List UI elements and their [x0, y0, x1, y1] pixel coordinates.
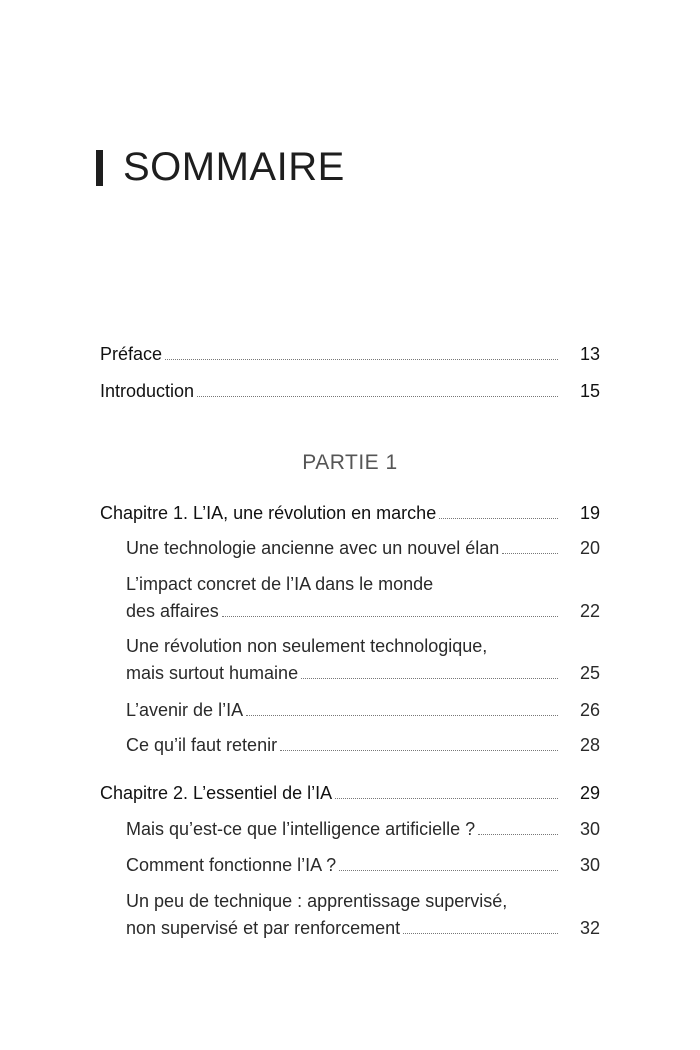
page-number: 25 [579, 663, 600, 683]
entry-label: Préface [100, 344, 163, 364]
page-number: 32 [579, 918, 600, 938]
entry-label: Mais qu’est-ce que l’intelligence artificielle ? [126, 819, 476, 839]
entry-label: Introduction [100, 381, 195, 401]
toc-entry-chapter-1[interactable] [100, 500, 600, 527]
toc-entry-chapter-2[interactable] [100, 780, 600, 807]
entry-label: Un peu de technique : apprentissage supervisé, [126, 891, 508, 911]
dot-leader [502, 552, 558, 554]
toc-entry-section[interactable] [126, 571, 600, 625]
entry-label: Une technologie ancienne avec un nouvel élan [126, 538, 500, 558]
dot-leader [280, 749, 558, 751]
toc-entry-section[interactable] [126, 697, 600, 724]
page-number: 30 [579, 855, 600, 875]
toc-entry-section[interactable] [126, 816, 600, 843]
page-number: 28 [579, 735, 600, 755]
toc-entry-section[interactable] [126, 888, 600, 942]
dot-leader [165, 358, 558, 360]
dot-leader [403, 932, 558, 934]
dot-leader [222, 615, 558, 617]
dot-leader [246, 714, 558, 716]
toc-entry-section[interactable] [126, 852, 600, 879]
toc-entry-section[interactable] [126, 633, 600, 687]
dot-leader [339, 869, 558, 871]
page-title: SOMMAIRE [96, 145, 345, 190]
dot-leader [439, 517, 558, 519]
entry-label: L’avenir de l’IA [126, 700, 244, 720]
title-bar-mark [96, 150, 103, 186]
toc-entry-section[interactable] [126, 535, 600, 562]
toc-entry-section[interactable] [126, 732, 600, 759]
entry-label: Comment fonctionne l’IA ? [126, 855, 337, 875]
page-number: 19 [579, 503, 600, 523]
page-number: 30 [579, 819, 600, 839]
page-number: 22 [579, 601, 600, 621]
dot-leader [301, 677, 558, 679]
part-heading: PARTIE 1 [302, 451, 398, 474]
entry-label: Ce qu’il faut retenir [126, 735, 278, 755]
entry-label: Chapitre 1. L’IA, une révolution en marche [100, 503, 437, 523]
entry-label: Chapitre 2. L’essentiel de l’IA [100, 783, 333, 803]
toc-entry-introduction[interactable] [100, 378, 600, 405]
entry-label: non supervisé et par renforcement [126, 918, 401, 938]
page-number: 29 [579, 783, 600, 803]
entry-label: des affaires [126, 601, 219, 621]
page-number: 13 [579, 344, 600, 364]
page-number: 20 [579, 538, 600, 558]
entry-label: L’impact concret de l’IA dans le monde [126, 574, 434, 594]
entry-label: Une révolution non seulement technologique, [126, 636, 488, 656]
toc-entry-preface[interactable] [100, 341, 600, 368]
entry-label: mais surtout humaine [126, 663, 299, 683]
dot-leader [197, 395, 558, 397]
dot-leader [335, 797, 558, 799]
page-number: 26 [579, 700, 600, 720]
dot-leader [478, 833, 558, 835]
page-number: 15 [579, 381, 600, 401]
